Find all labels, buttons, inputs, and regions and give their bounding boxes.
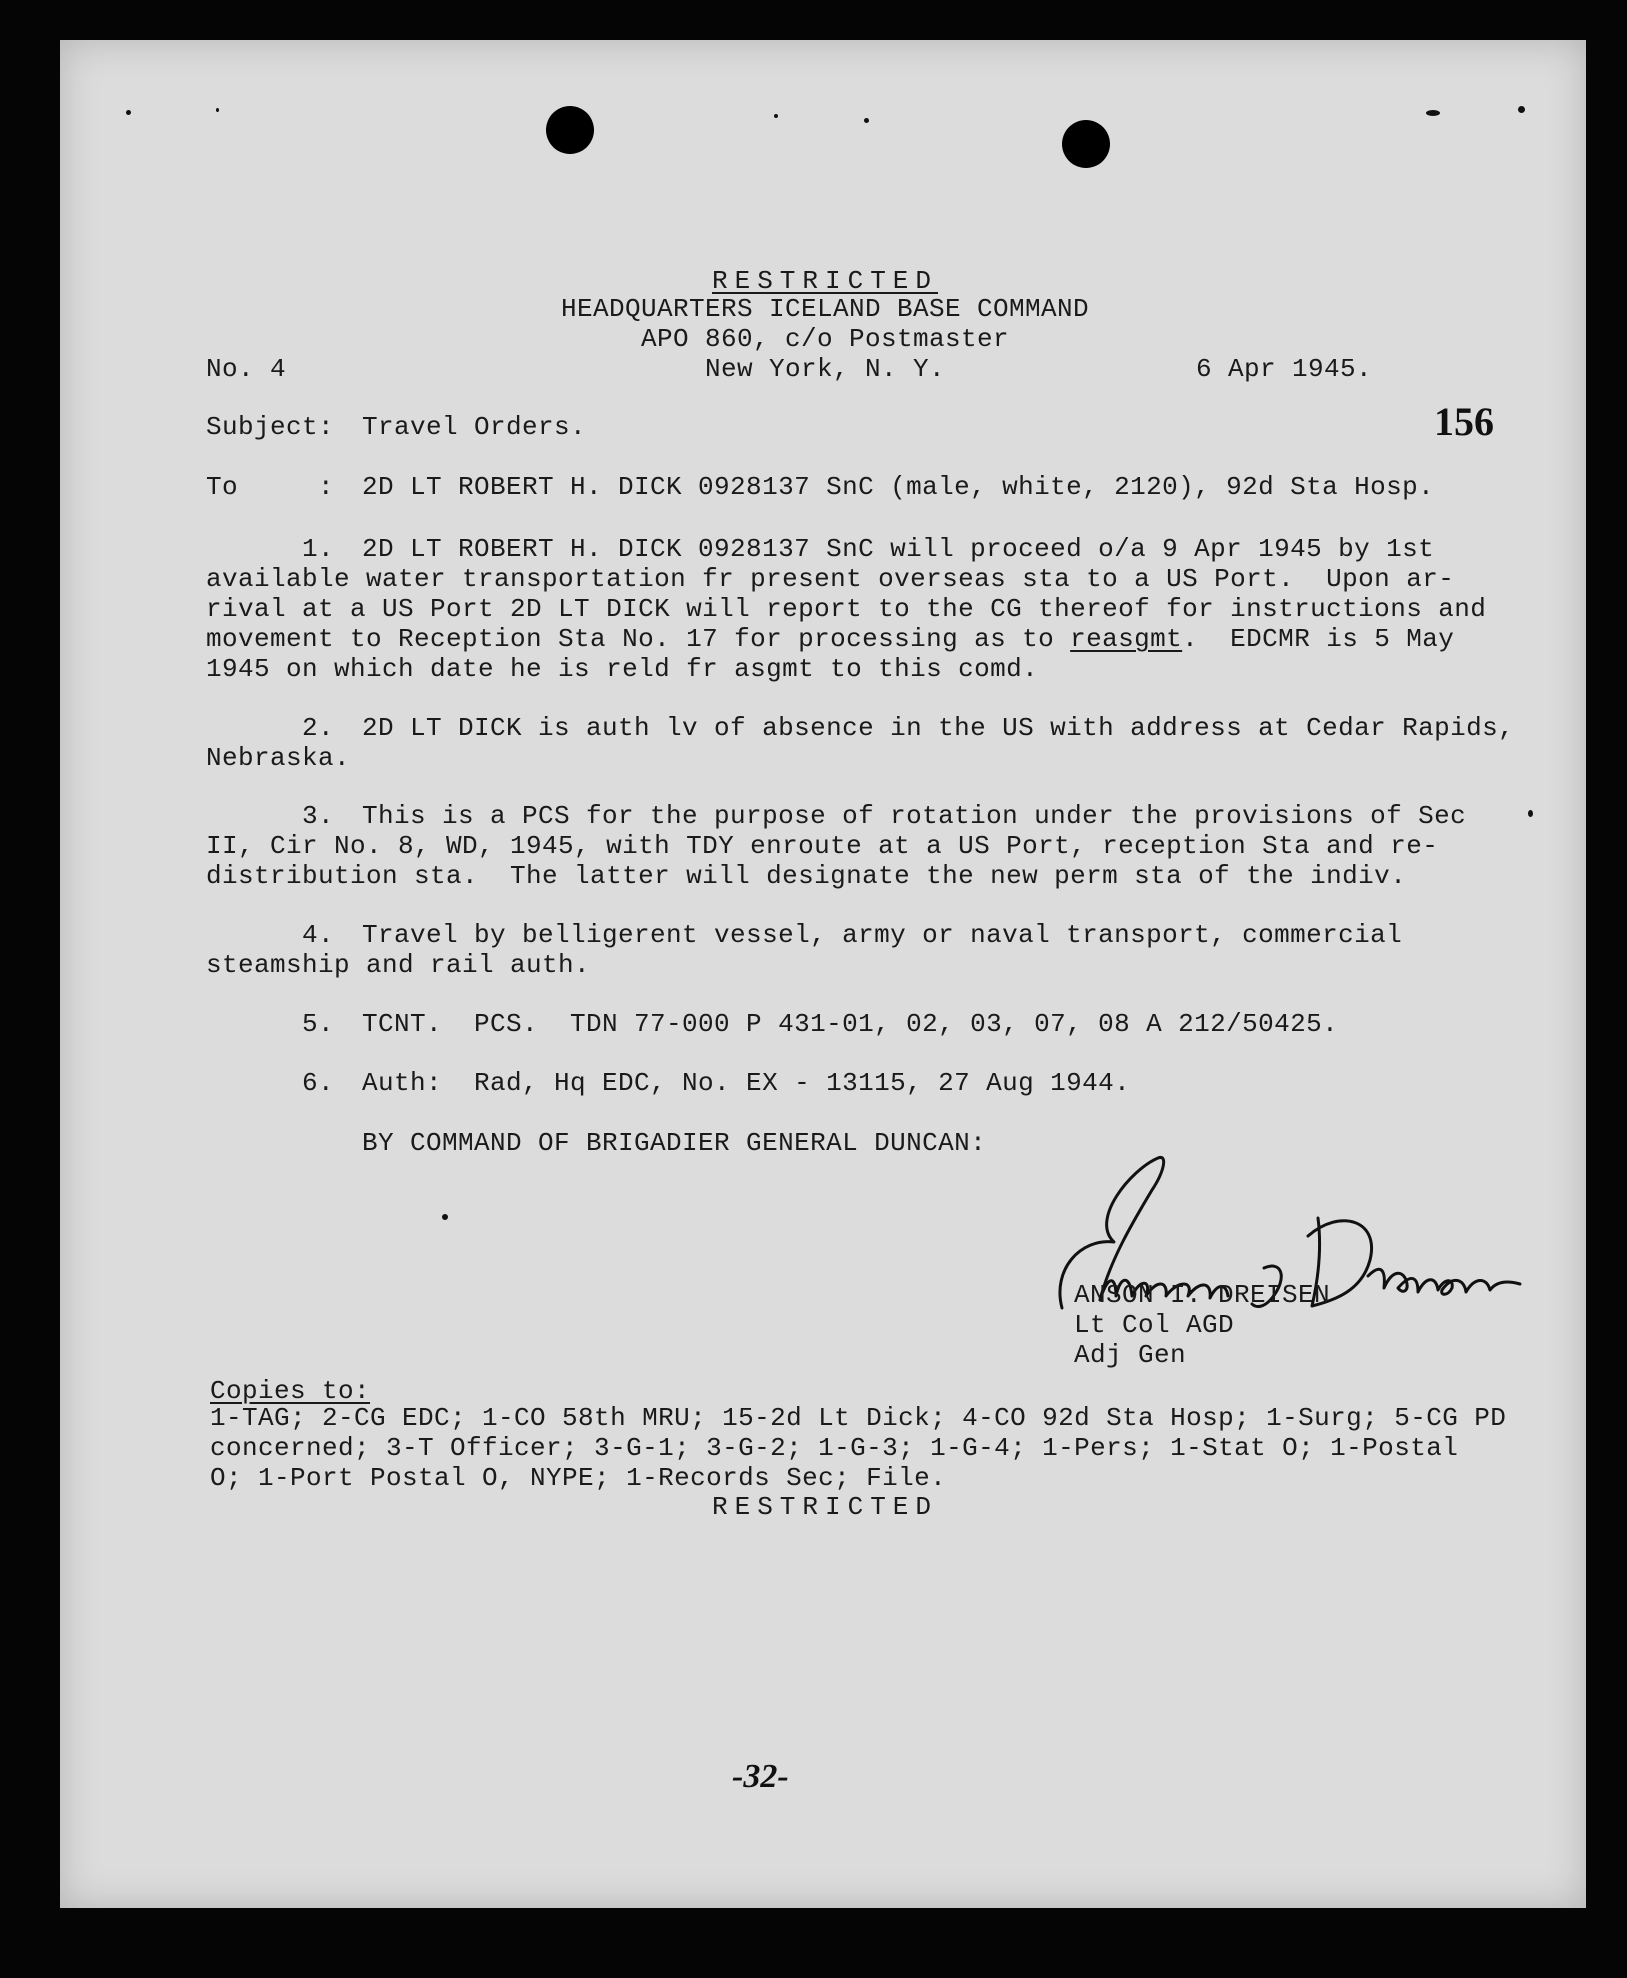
paragraph-line <box>206 624 1454 655</box>
scan-speck <box>126 110 131 115</box>
paragraph-line: TCNT. PCS. TDN 77-000 P 431-01, 02, 03, 07, 08 A 212/50425. <box>362 1009 1339 1039</box>
to-colon: : <box>318 472 335 502</box>
paragraph-line: Travel by belligerent vessel, army or naval transport, commercial <box>362 920 1403 950</box>
paragraph-number: 6. <box>302 1068 335 1098</box>
scan-speck <box>1426 110 1440 116</box>
copies-line: 1-TAG; 2-CG EDC; 1-CO 58th MRU; 15-2d Lt Dick; 4-CO 92d Sta Hosp; 1-Surg; 5-CG PD <box>210 1403 1507 1433</box>
paragraph-line: Nebraska. <box>206 743 351 773</box>
signer-rank: Lt Col AGD <box>1074 1310 1235 1340</box>
signer-title: Adj Gen <box>1074 1340 1187 1370</box>
paragraph-number: 4. <box>302 920 335 950</box>
subject-label: Subject: <box>206 412 335 442</box>
paragraph-line: steamship and rail auth. <box>206 950 591 980</box>
to-value: 2D LT ROBERT H. DICK 0928137 SnC (male, white, 2120), 92d Sta Hosp. <box>362 472 1435 502</box>
scan-speck <box>864 118 869 123</box>
scan-speck <box>216 108 219 112</box>
paragraph-line: distribution sta. The latter will designate the new perm sta of the indiv. <box>206 861 1407 891</box>
underlined-word: reasgmt <box>1070 624 1183 654</box>
scan-speck <box>1518 106 1525 113</box>
apo-address: APO 860, c/o Postmaster <box>640 324 1010 354</box>
punch-hole-right <box>1062 120 1110 168</box>
copies-line: concerned; 3-T Officer; 3-G-1; 3-G-2; 1-G-3; 1-G-4; 1-Pers; 1-Stat O; 1-Postal <box>210 1433 1459 1463</box>
classification-top: RESTRICTED <box>711 266 939 296</box>
classification-bottom: RESTRICTED <box>711 1492 939 1522</box>
punch-hole-left <box>546 106 594 154</box>
order-number: No. 4 <box>206 354 287 384</box>
paragraph-line: rival at a US Port 2D LT DICK will report to the CG thereof for instructions and <box>206 594 1487 624</box>
subject-value: Travel Orders. <box>362 412 587 442</box>
order-date: 6 Apr 1945. <box>1196 354 1373 384</box>
paragraph-line: 1945 on which date he is reld fr asgmt to this comd. <box>206 654 1039 684</box>
paragraph-line-head: movement to Reception Sta No. 17 for processing as to <box>206 624 1071 654</box>
paragraph-number: 3. <box>302 801 335 831</box>
paragraph-line: 2D LT DICK is auth lv of absence in the US with address at Cedar Rapids, <box>362 713 1515 743</box>
paragraph-number: 1. <box>302 534 335 564</box>
paragraph-number: 5. <box>302 1009 335 1039</box>
document-page <box>60 40 1586 1908</box>
paragraph-line-tail: . EDCMR is 5 May <box>1182 624 1455 654</box>
scan-speck <box>442 1214 448 1220</box>
scan-speck <box>1528 810 1533 817</box>
city: New York, N. Y. <box>704 354 946 384</box>
paragraph-line: Auth: Rad, Hq EDC, No. EX - 13115, 27 Aug 1944. <box>362 1068 1131 1098</box>
signer-name: ANSON I. DREISEN <box>1074 1280 1331 1310</box>
scan-speck <box>774 114 778 118</box>
copies-line: O; 1-Port Postal O, NYPE; 1-Records Sec; File. <box>210 1463 947 1493</box>
paragraph-line: available water transportation fr present overseas sta to a US Port. Upon ar- <box>206 564 1455 594</box>
to-label: To <box>206 472 239 502</box>
paragraph-line: II, Cir No. 8, WD, 1945, with TDY enroute at a US Port, reception Sta and re- <box>206 831 1439 861</box>
command-line: BY COMMAND OF BRIGADIER GENERAL DUNCAN: <box>362 1128 987 1158</box>
org-name: HEADQUARTERS ICELAND BASE COMMAND <box>560 294 1090 324</box>
paragraph-number: 2. <box>302 713 335 743</box>
page-number: -32- <box>732 1758 789 1795</box>
copies-label: Copies to: <box>210 1376 371 1406</box>
stamp-number: 156 <box>1434 399 1494 444</box>
paragraph-line: 2D LT ROBERT H. DICK 0928137 SnC will proceed o/a 9 Apr 1945 by 1st <box>362 534 1435 564</box>
paragraph-line: This is a PCS for the purpose of rotation under the provisions of Sec <box>362 801 1467 831</box>
